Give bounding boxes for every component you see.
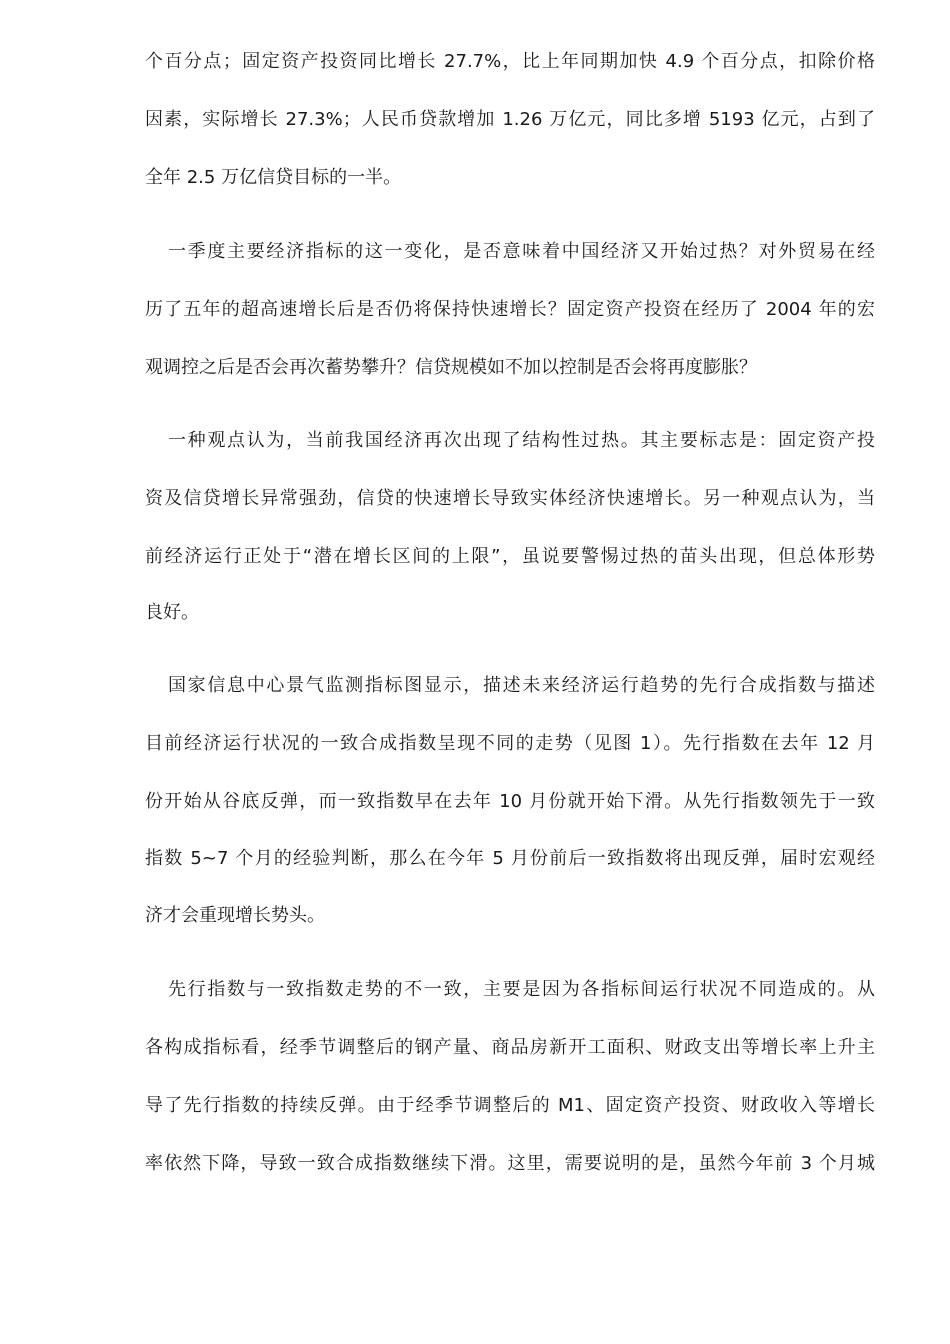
paragraph-5-line-2: 各构成指标看，经季节调整后的钢产量、商品房新开工面积、财政支出等增长率上升主: [145, 1037, 875, 1058]
paragraph-2-line-2: 历了五年的超高速增长后是否仍将保持快速增长？固定资产投资在经历了 2004 年的宏: [145, 299, 875, 320]
paragraph-5-line-4: 率依然下降，导致一致合成指数继续下滑。这里，需要说明的是，虽然今年前 3 个月城: [145, 1153, 875, 1174]
paragraph-5-line-3: 导了先行指数的持续反弹。由于经季节调整后的 M1、固定资产投资、财政收入等增长: [145, 1095, 875, 1116]
paragraph-3-line-4: 良好。: [145, 602, 199, 623]
paragraph-4-line-1: 国家信息中心景气监测指标图显示，描述未来经济运行趋势的先行合成指数与描述: [168, 675, 875, 696]
paragraph-1-line-2: 因素，实际增长 27.3%；人民币贷款增加 1.26 万亿元，同比多增 5193 亿元，占到了: [145, 109, 875, 130]
paragraph-1-line-3: 全年 2.5 万亿信贷目标的一半。: [145, 167, 402, 188]
paragraph-4-line-4: 指数 5~7 个月的经验判断，那么在今年 5 月份前后一致指数将出现反弹，届时宏观经: [145, 848, 875, 869]
paragraph-2-line-1: 一季度主要经济指标的这一变化，是否意味着中国经济又开始过热？对外贸易在经: [168, 241, 875, 262]
paragraph-4-line-2: 目前经济运行状况的一致合成指数呈现不同的走势（见图 1）。先行指数在去年 12 月: [145, 733, 875, 754]
paragraph-3-line-3: 前经济运行正处于“潜在增长区间的上限”，虽说要警惕过热的苗头出现，但总体形势: [145, 546, 875, 567]
paragraph-3-line-2: 资及信贷增长异常强劲，信贷的快速增长导致实体经济快速增长。另一种观点认为，当: [145, 488, 875, 509]
paragraph-1-line-1: 个百分点；固定资产投资同比增长 27.7%，比上年同期加快 4.9 个百分点，扣除价格: [145, 51, 875, 72]
paragraph-2-line-3: 观调控之后是否会再次蓄势攀升？信贷规模如不加以控制是否会将再度膨胀？: [145, 357, 757, 378]
paragraph-4-line-5: 济才会重现增长势头。: [145, 905, 325, 926]
paragraph-5-line-1: 先行指数与一致指数走势的不一致，主要是因为各指标间运行状况不同造成的。从: [168, 979, 875, 1000]
paragraph-3-line-1: 一种观点认为，当前我国经济再次出现了结构性过热。其主要标志是：固定资产投: [168, 430, 875, 451]
paragraph-4-line-3: 份开始从谷底反弹，而一致指数早在去年 10 月份就开始下滑。从先行指数领先于一致: [145, 791, 875, 812]
